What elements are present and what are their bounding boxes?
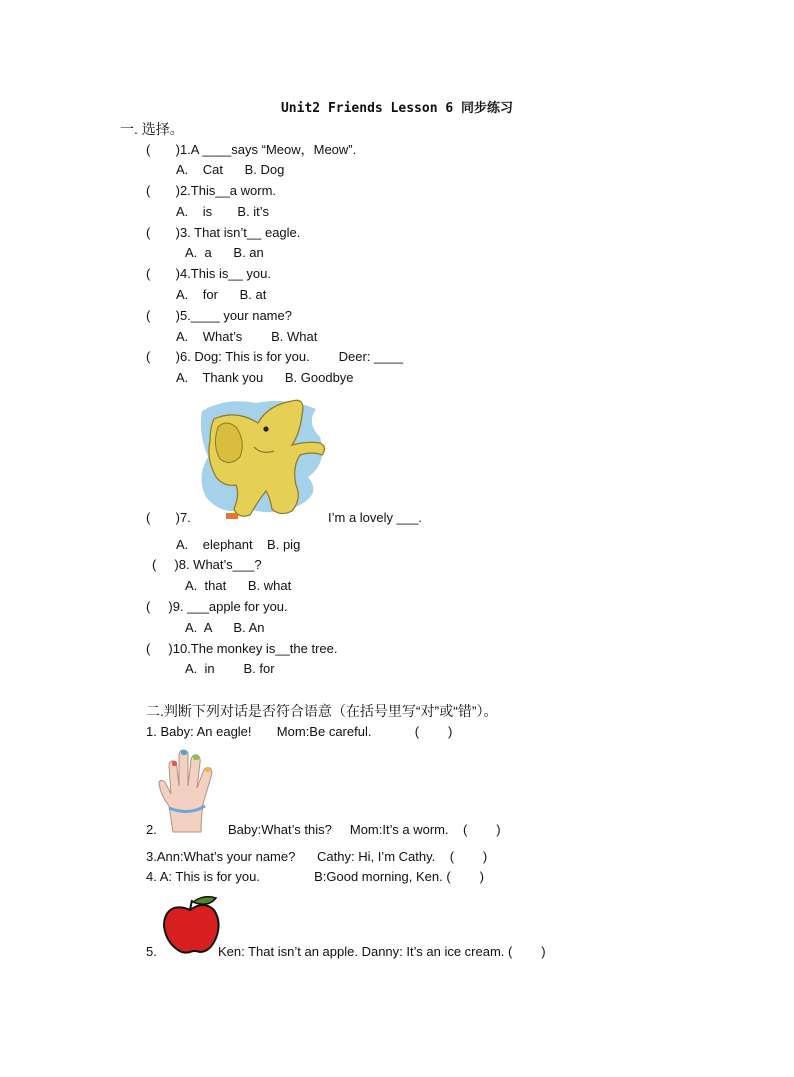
question-3: ( )3. That isn’t__ eagle. <box>146 225 301 240</box>
hand-picture <box>155 746 219 836</box>
question-4-options: A. for B. at <box>176 287 267 302</box>
judge-2-number: 2. <box>146 822 157 837</box>
question-10: ( )10.The monkey is__the tree. <box>146 641 338 656</box>
question-7-options: A. elephant B. pig <box>176 537 301 552</box>
judge-1: 1. Baby: An eagle! Mom:Be careful. ( ) <box>146 724 453 739</box>
question-6-options: A. Thank you B. Goodbye <box>176 370 354 385</box>
question-7-sentence: I’m a lovely ___. <box>328 510 422 525</box>
judge-2: Baby:What’s this? Mom:It’s a worm. ( ) <box>228 822 501 837</box>
judge-3: 3.Ann:What’s your name? Cathy: Hi, I’m Cathy. ( ) <box>146 849 488 864</box>
question-2-options: A. is B. it’s <box>176 204 269 219</box>
judge-5: Ken: That isn’t an apple. Danny: It’s an ice cream. ( ) <box>218 944 546 959</box>
question-2: ( )2.This__a worm. <box>146 183 277 198</box>
page-title: Unit2 Friends Lesson 6 同步练习 <box>280 101 513 116</box>
question-5-options: A. What’s B. What <box>176 329 318 344</box>
question-8-options: A. that B. what <box>185 578 292 593</box>
question-8: ( )8. What’s___? <box>152 557 262 572</box>
question-9-options: A. A B. An <box>185 620 265 635</box>
question-1-options: A. Cat B. Dog <box>176 162 285 177</box>
question-9: ( )9. ___apple for you. <box>146 599 288 614</box>
question-1: ( )1.A ____says “Meow，Meow”. <box>146 142 357 157</box>
elephant-picture <box>196 393 330 523</box>
judge-5-number: 5. <box>146 944 157 959</box>
question-5: ( )5.____ your name? <box>146 308 292 323</box>
judge-4: 4. A: This is for you. B:Good morning, Ken. ( ) <box>146 869 484 884</box>
question-4: ( )4.This is__ you. <box>146 266 271 281</box>
question-3-options: A. a B. an <box>185 245 264 260</box>
section1-heading: 一. 选择。 <box>120 121 184 137</box>
question-10-options: A. in B. for <box>185 661 275 676</box>
question-7: ( )7. <box>146 510 191 525</box>
apple-picture <box>160 894 220 956</box>
question-6: ( )6. Dog: This is for you. Deer: ____ <box>146 349 403 364</box>
section2-heading: 二.判断下列对话是否符合语意（在括号里写“对”或“错”）。 <box>146 703 498 719</box>
